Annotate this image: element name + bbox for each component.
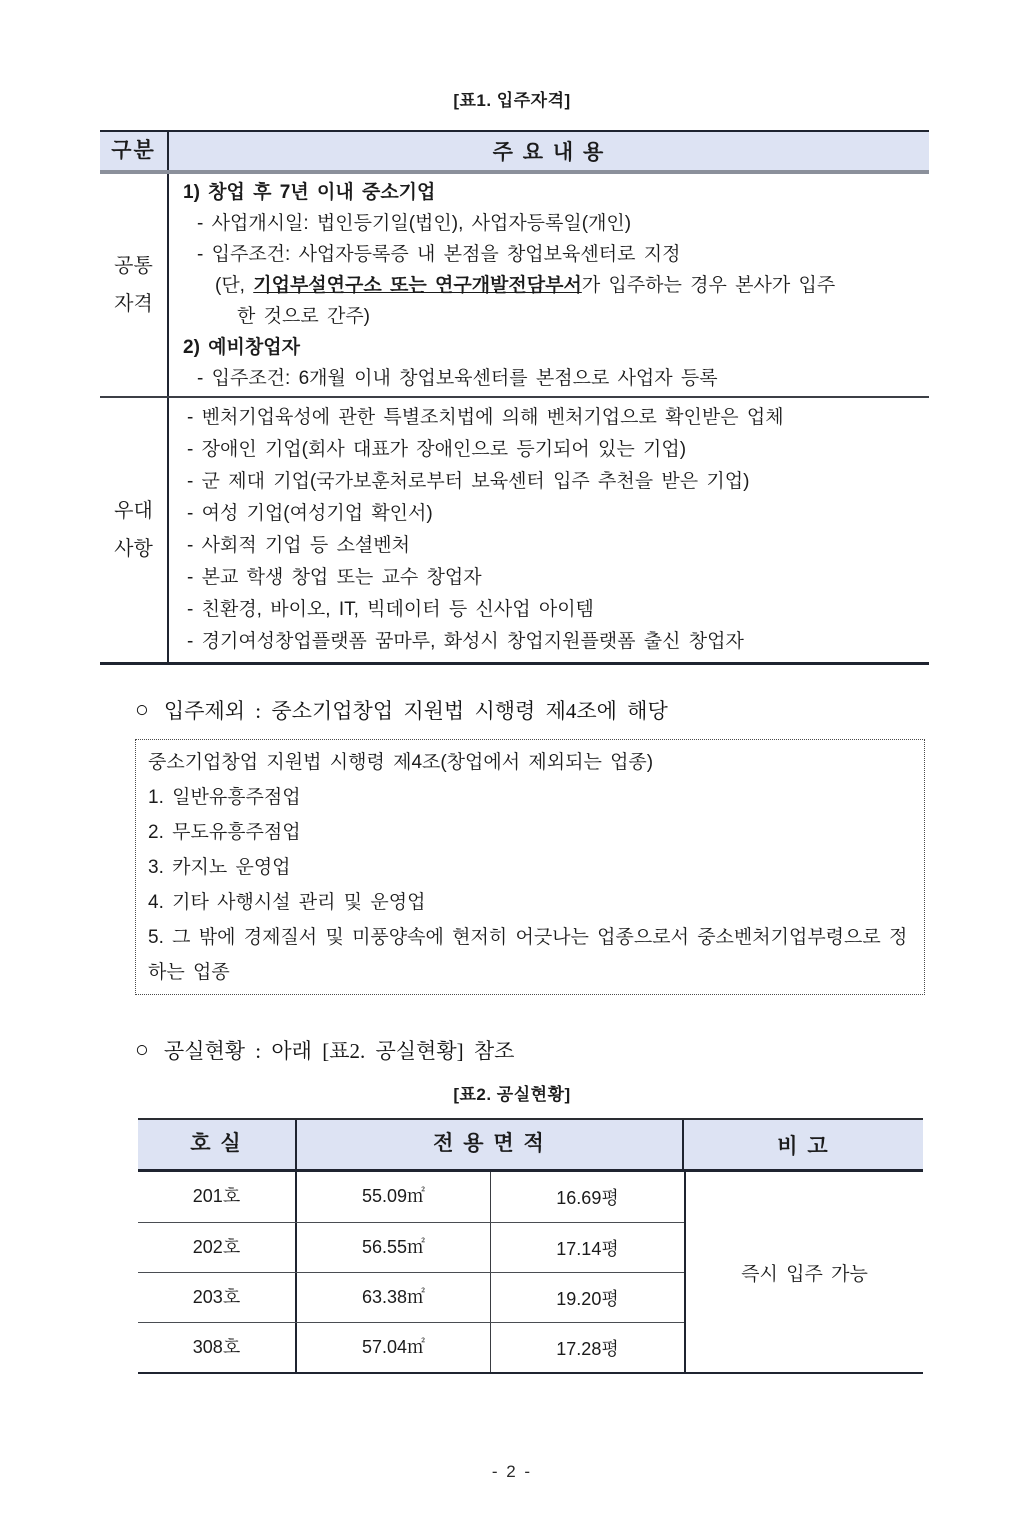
preference-item: - 본교 학생 창업 또는 교수 창업자 [187,567,482,588]
table-row [138,1172,684,1222]
circle-bullet-icon: ○ [135,696,149,722]
table2-header-room: 호 실 [138,1120,297,1169]
table1-header-category: 구분 [100,132,169,170]
table1-row-common-eligibility [100,174,929,398]
common-item1-sub1: - 사업개시일: 법인등기일(법인), 사업자등록일(개인) [197,213,632,234]
room-number: 201호 [138,1172,297,1222]
room-number: 308호 [138,1323,297,1372]
note-emphasized-text: 기업부설연구소 또는 연구개발전담부서 [253,275,582,296]
exclusion-section-heading [135,695,1024,725]
common-item2-title: 2) 예비창업자 [183,337,300,358]
page-number: - 2 - [491,1462,533,1481]
exclusion-box-title: 중소기업창업 지원법 시행령 제4조(창업에서 제외되는 업종) [148,752,654,773]
table2-body [138,1172,923,1372]
area-pyeong: 17.28평 [556,1338,619,1359]
category-common-line1: 공통 [114,255,153,277]
preference-item: - 친환경, 바이오, IT, 빅데이터 등 신사업 아이템 [187,599,594,620]
area-square-meters: 57.04㎡ [297,1323,491,1372]
vacancy-section-heading [135,1035,1024,1065]
area-square-meters: 56.55㎡ [297,1223,491,1272]
table1-category-preference [100,398,169,662]
room-number: 202호 [138,1223,297,1272]
table1-common-content [169,174,929,396]
exclusion-criteria-box [135,739,925,995]
table-row [138,1322,684,1372]
preference-item: - 사회적 기업 등 소셜벤처 [187,535,410,556]
area-square-meters: 55.09㎡ [297,1172,491,1222]
common-item1-note-continued: 한 것으로 간주) [237,306,371,327]
preference-item: - 장애인 기업(회사 대표가 장애인으로 등기되어 있는 기업) [187,439,687,460]
table-row [138,1222,684,1272]
category-preference-line2: 사항 [114,538,153,560]
exclusion-box-item: 5. 그 밖에 경제질서 및 미풍양속에 현저히 어긋나는 업종으로서 중소벤처기업부령으로 정하는 업종 [148,927,908,983]
preference-item: - 경기여성창업플랫폼 꿈마루, 화성시 창업지원플랫폼 출신 창업자 [187,631,744,652]
category-preference-line1: 우대 [114,500,153,522]
table1-preference-content [169,398,929,662]
area-pyeong: 19.20평 [556,1288,619,1309]
table2-header-note: 비 고 [777,1134,830,1158]
table2-rows [138,1172,684,1372]
common-item1-note [179,270,923,301]
table2-note-merged-cell: 즉시 입주 가능 [684,1172,923,1372]
exclusion-box-item: 1. 일반유흥주점업 [148,787,301,808]
table1-header-row [100,132,929,174]
common-item1-sub2: - 입주조건: 사업자등록증 내 본점을 창업보육센터로 지정 [197,244,681,265]
preference-item: - 군 제대 기업(국가보훈처로부터 보육센터 입주 추천을 받은 기업) [187,471,750,492]
table2-header-area: 전 용 면 적 [297,1120,684,1169]
preference-item: - 벤처기업육성에 관한 특별조치법에 의해 벤처기업으로 확인받은 업체 [187,407,784,428]
table1-category-common [100,174,169,396]
common-item2-sub1: - 입주조건: 6개월 이내 창업보육센터를 본점으로 사업자 등록 [197,368,718,389]
common-item1-title: 1) 창업 후 7년 이내 중소기업 [183,182,436,203]
exclusion-box-item: 4. 기타 사행시설 관리 및 운영업 [148,892,426,913]
exclusion-box-item: 3. 카지노 운영업 [148,857,291,878]
area-pyeong: 17.14평 [556,1238,619,1259]
room-number: 203호 [138,1273,297,1322]
area-pyeong: 16.69평 [556,1188,619,1208]
category-common-line2: 자격 [114,293,153,315]
table1-row-preference [100,398,929,662]
area-square-meters: 63.38㎡ [297,1273,491,1322]
table-row [138,1272,684,1322]
table2-header-row [138,1120,923,1172]
table2-caption: [표2. 공실현황] [453,1085,571,1104]
table2-vacancy-status [138,1118,923,1374]
preference-item: - 여성 기업(여성기업 확인서) [187,503,433,524]
exclusion-heading-text: 입주제외 : 중소기업창업 지원법 시행령 제4조에 해당 [163,699,668,723]
note-prefix: (단, [215,275,254,296]
table1-header-main-content: 주 요 내 용 [492,141,606,164]
exclusion-box-item: 2. 무도유흥주점업 [148,822,301,843]
note-suffix: 가 입주하는 경우 본사가 입주 [581,275,836,296]
circle-bullet-icon: ○ [135,1036,149,1062]
vacancy-heading-text: 공실현황 : 아래 [표2. 공실현황] 참조 [163,1039,515,1063]
table1-occupancy-eligibility [100,130,929,665]
table1-caption: [표1. 입주자격] [453,91,571,110]
